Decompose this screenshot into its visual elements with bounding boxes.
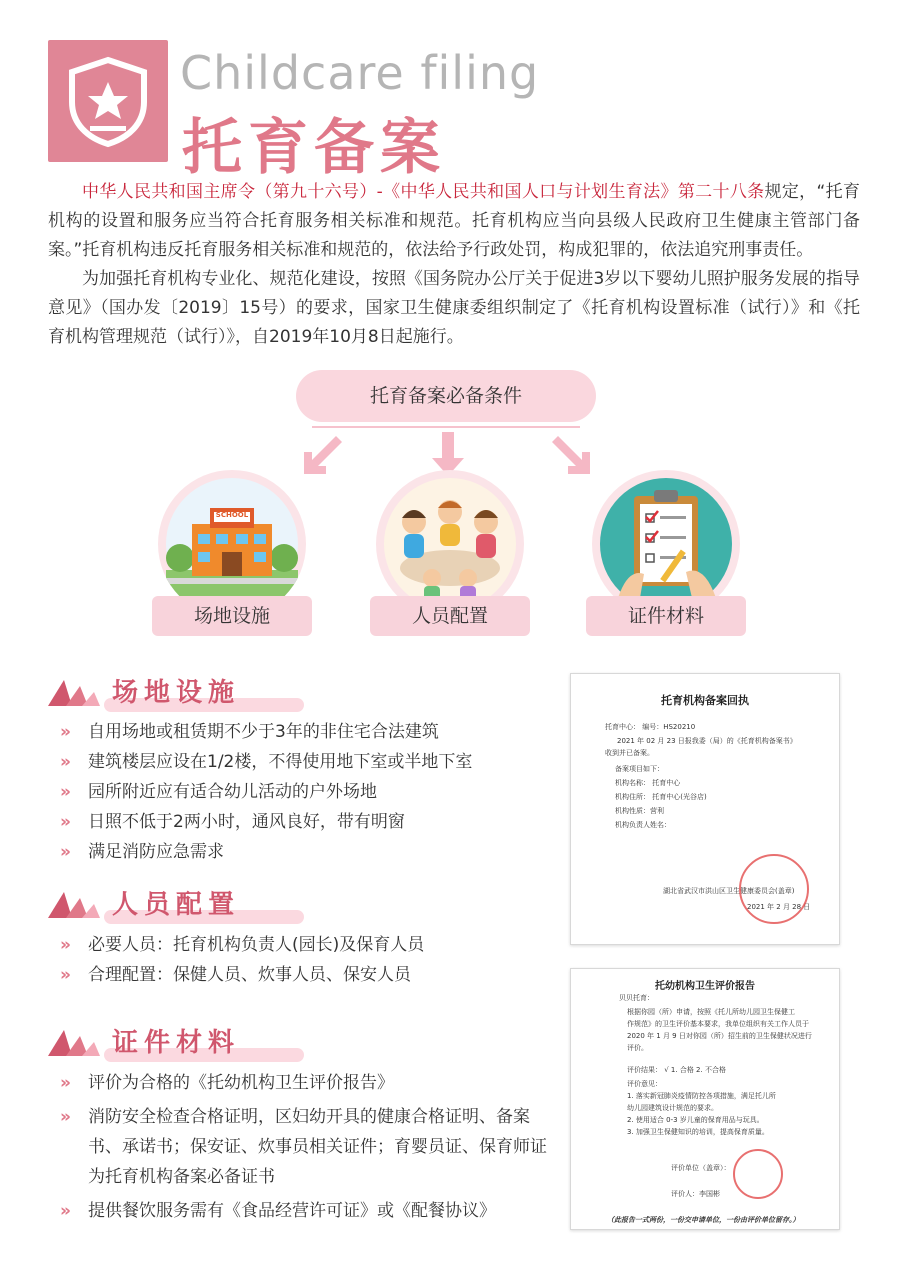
checklist-icon bbox=[600, 478, 732, 610]
double-chevron-icon: » bbox=[60, 782, 67, 802]
section-header-facility bbox=[48, 672, 328, 712]
intro-paragraph-2: 为加强托育机构专业化、规范化建设，按照《国务院办公厅关于促进3岁以下婴幼儿照护服务发展的指导意见》（国办发〔2019〕15号）的要求，国家卫生健康委组织制定了《托育机构设置标准（试行）》和《托育机构管理规范（试行）》，自2019年10月8日起施行。 bbox=[48, 269, 860, 347]
law-citation: 中华人民共和国主席令（第九十六号）-《中华人民共和国人口与计划生育法》第二十八条 bbox=[82, 182, 765, 202]
condition-label: 场地设施 bbox=[152, 596, 312, 636]
condition-documents bbox=[586, 470, 746, 650]
list-item: » 必要人员：托育机构负责人(园长)及保育人员 bbox=[60, 930, 560, 960]
double-chevron-icon: » bbox=[60, 812, 67, 832]
list-item: » 园所附近应有适合幼儿活动的户外场地 bbox=[60, 777, 560, 807]
section-header-staff bbox=[48, 884, 328, 924]
list-item: » 建筑楼层应设在1/2楼，不得使用地下室或半地下室 bbox=[60, 747, 560, 777]
condition-staff bbox=[370, 470, 530, 650]
banner-divider bbox=[312, 426, 580, 428]
condition-facility bbox=[152, 470, 312, 650]
facility-list bbox=[60, 717, 560, 867]
staff-list bbox=[60, 930, 560, 990]
section-header-documents bbox=[48, 1022, 328, 1062]
doc-title: 托幼机构卫生评价报告 bbox=[655, 981, 755, 992]
double-chevron-icon: » bbox=[60, 722, 67, 742]
list-item: » 评价为合格的《托幼机构卫生评价报告》 bbox=[60, 1068, 560, 1098]
list-item: » 提供餐饮服务需有《食品经营许可证》或《配餐协议》 bbox=[60, 1196, 560, 1226]
shield-star-icon bbox=[66, 56, 150, 148]
double-chevron-icon: » bbox=[60, 965, 67, 985]
intro-text bbox=[48, 178, 860, 352]
health-report-document: 托幼机构卫生评价报告 贝贝托育： 根据你园（所）申请，按照《托儿所幼儿园卫生保健工 作规范》的卫生评价基本要求，我单位组织有关工作人员于 2020 年 1 月 9 日对你园（所）招生前的卫生保健状况进行 评价。 评价结果： √ 1. 合格 2. 不合格 评价意见： 1. 落实新冠肺炎疫情防控各项措施，满足托儿所 幼儿园建筑设计规范的要求。 2. 使用适合 0-3 岁儿童的保育用品与玩具。 3. 加强卫生保健知识的培训，提高保育质量。 评价单位（盖章）： 评价人：李国彬 （此报告一式两份，一份交申请单位，一份由评价单位留存。） bbox=[570, 968, 840, 1230]
condition-label: 人员配置 bbox=[370, 596, 530, 636]
school-icon bbox=[166, 478, 298, 610]
double-chevron-icon: » bbox=[60, 1107, 67, 1127]
double-chevron-icon: » bbox=[60, 842, 67, 862]
intro-paragraph-1 bbox=[48, 178, 860, 265]
school-sign: SCHOOL bbox=[215, 511, 249, 519]
official-seal bbox=[733, 1149, 783, 1199]
list-item: » 消防安全检查合格证明，区妇幼开具的健康合格证明、备案书、承诺书；保安证、炊事员相关证件；育婴员证、保育师证为托育机构备案必备证书 bbox=[60, 1102, 560, 1192]
children-icon bbox=[384, 478, 516, 610]
law-quote: 规定，“托育机构的设置和服务应当符合托育服务相关标准和规范。托育机构应当向县级人民政府卫生健康主管部门备案。”托育机构违反托育服务相关标准和规范的，依法给予行政处罚，构成犯罪的，依法追究刑事责任。 bbox=[48, 182, 860, 260]
section-title: 场地设施 bbox=[112, 678, 241, 708]
list-item: » 满足消防应急需求 bbox=[60, 837, 560, 867]
triangle-decor-icon bbox=[48, 888, 100, 920]
filing-receipt-document: 托育机构备案回执 托育中心： 编号：HS20210 2021 年 02 月 23 日报我委（局）的《托育机构备案书》 收到并已备案。 备案项目如下： 机构名称： 托育中心 机构住所： 托育中心(光谷店) 机构性质：营利 机构负责人姓名： 湖北省武汉市洪山区卫生健康委员会(盖章) 2021 年 2 月 28 日 bbox=[570, 673, 840, 945]
list-item: » 合理配置：保健人员、炊事人员、保安人员 bbox=[60, 960, 560, 990]
double-chevron-icon: » bbox=[60, 1201, 67, 1221]
conditions-banner: 托育备案必备条件 bbox=[296, 370, 596, 422]
title-english: Childcare filing bbox=[180, 46, 540, 100]
shield-logo bbox=[48, 40, 168, 162]
triangle-decor-icon bbox=[48, 676, 100, 708]
official-seal bbox=[739, 854, 809, 924]
list-item: » 日照不低于2两小时，通风良好，带有明窗 bbox=[60, 807, 560, 837]
section-title: 证件材料 bbox=[112, 1028, 241, 1058]
section-title: 人员配置 bbox=[112, 890, 241, 920]
page-header bbox=[48, 40, 868, 183]
documents-list bbox=[60, 1068, 560, 1226]
triangle-decor-icon bbox=[48, 1026, 100, 1058]
double-chevron-icon: » bbox=[60, 752, 67, 772]
title-chinese: 托育备案 bbox=[182, 113, 446, 183]
doc-title: 托育机构备案回执 bbox=[661, 694, 749, 707]
list-item: » 自用场地或租赁期不少于3年的非住宅合法建筑 bbox=[60, 717, 560, 747]
condition-label: 证件材料 bbox=[586, 596, 746, 636]
double-chevron-icon: » bbox=[60, 935, 67, 955]
double-chevron-icon: » bbox=[60, 1073, 67, 1093]
